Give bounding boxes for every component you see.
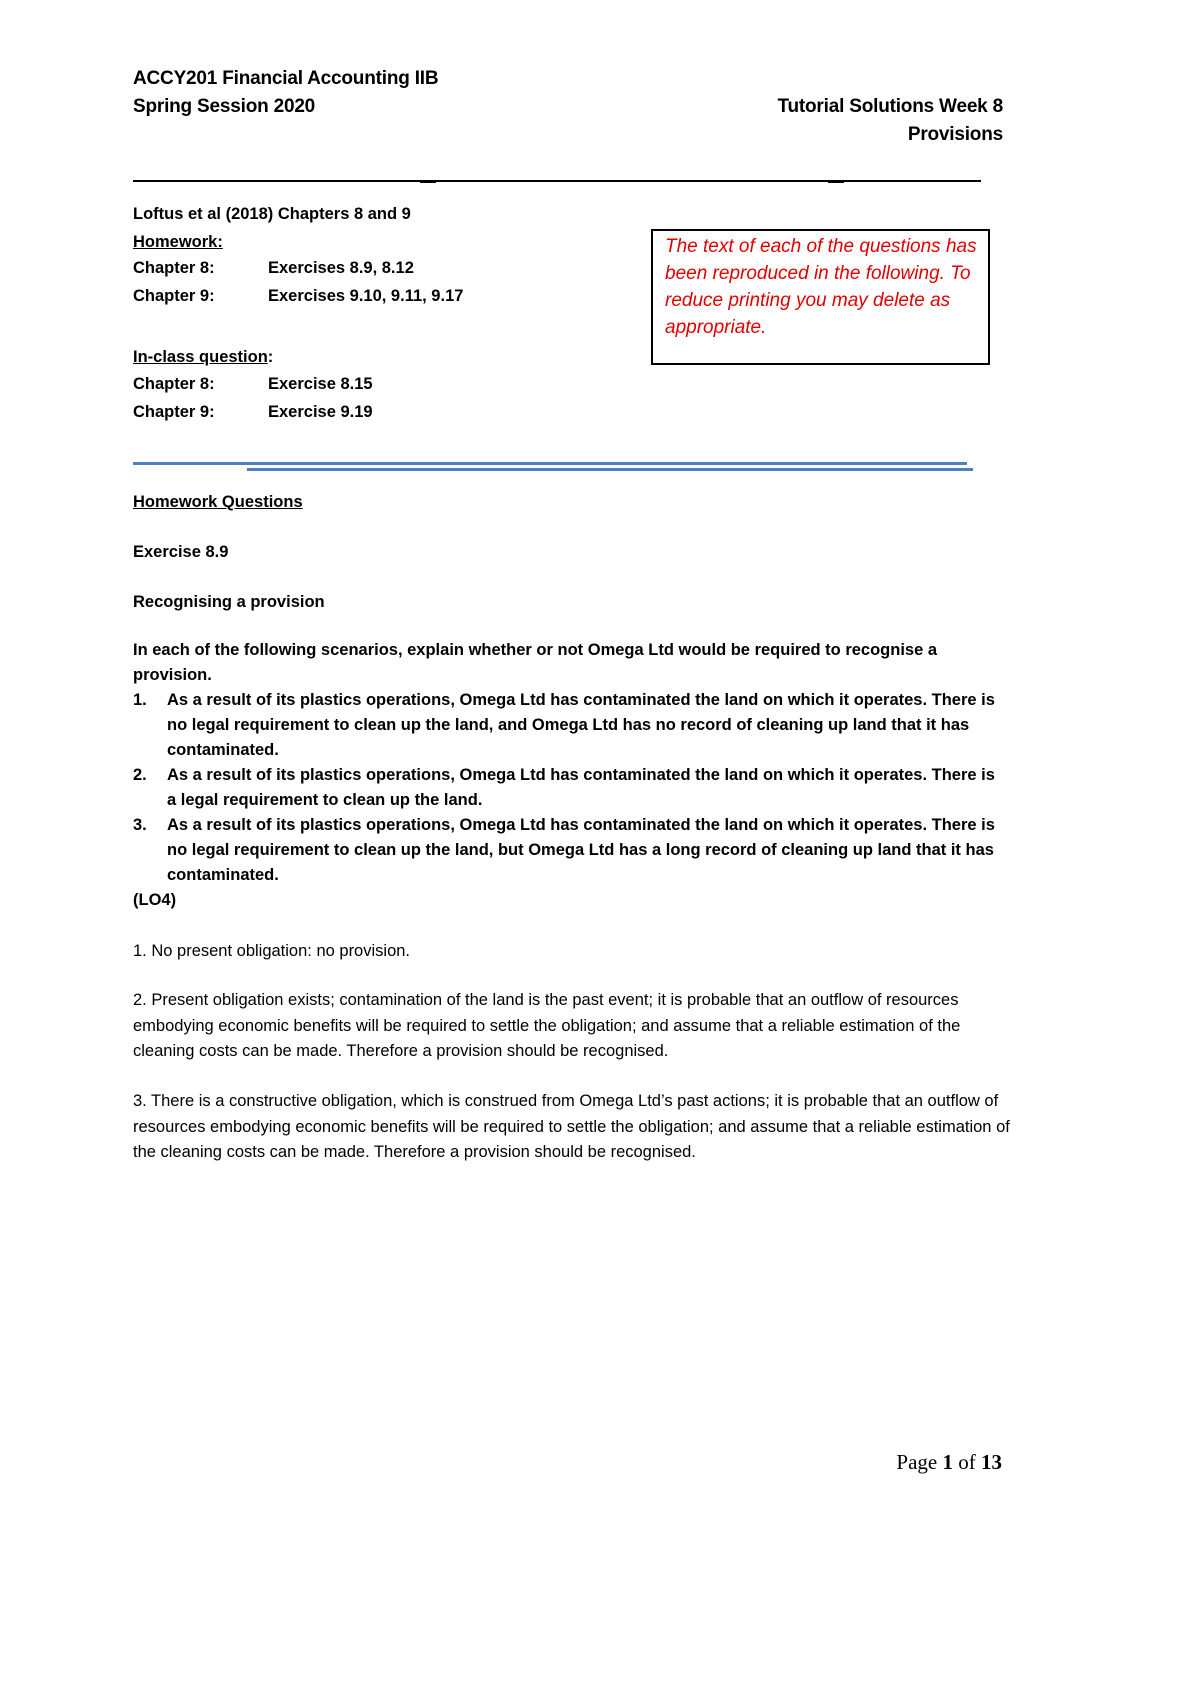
- chapter-label: Chapter 8:: [133, 259, 215, 277]
- exercise-subtitle: Recognising a provision: [133, 593, 325, 611]
- inclass-row: [133, 403, 373, 422]
- list-number: 2.: [133, 766, 147, 784]
- inclass-label: [133, 345, 273, 370]
- answer-paragraph: 2. Present obligation exists; contamination of the land is the past event; it is probable that an outflow of resources embodying economic benefits will be required to settle the obligation; and assume that a reliable estimation of the cleaning costs can be made. Therefore a provision should be recognised.: [133, 991, 961, 1060]
- answer-paragraph: 1. No present obligation: no provision.: [133, 942, 411, 960]
- exercise-list: Exercise 8.15: [268, 375, 373, 393]
- list-item: [133, 688, 1003, 763]
- list-item: [133, 813, 1003, 888]
- scenario-text: As a result of its plastics operations, Omega Ltd has contaminated the land on which it operates. There is a legal requirement to clean up the land.: [167, 766, 995, 809]
- textbook-reference: Loftus et al (2018) Chapters 8 and 9: [133, 205, 411, 223]
- header-divider-accent: [420, 181, 436, 183]
- exercise-list: Exercise 9.19: [268, 403, 373, 421]
- inclass-label-colon: :: [267, 348, 274, 366]
- session-label: Spring Session 2020: [133, 96, 316, 117]
- chapter-label: Chapter 9:: [133, 403, 215, 421]
- scenario-list: [133, 688, 1003, 888]
- chapter-label: Chapter 8:: [133, 375, 215, 393]
- homework-row: [133, 287, 464, 306]
- inclass-row: [133, 375, 373, 394]
- list-number: 3.: [133, 816, 147, 834]
- of-word: of: [958, 1450, 976, 1474]
- inclass-label-text: In-class question: [133, 348, 268, 366]
- section-divider-lower: [247, 468, 973, 471]
- course-title: ACCY201 Financial Accounting IIB: [133, 68, 439, 89]
- question-intro: In each of the following scenarios, explain whether or not Omega Ltd would be required to recognise a provision.: [133, 641, 938, 684]
- chapter-label: Chapter 9:: [133, 287, 215, 305]
- answer-paragraph: 3. There is a constructive obligation, which is construed from Omega Ltd’s past actions; it is probable that an outflow of resources embodying economic benefits will be required to settle the obligation; and assume that a reliable estimation of the cleaning costs can be made. Therefore a provision should be recognised.: [133, 1092, 1010, 1161]
- header-divider-accent: [828, 181, 844, 183]
- homework-row: [133, 259, 414, 278]
- section-heading: Homework Questions: [133, 493, 303, 511]
- scenario-text: As a result of its plastics operations, Omega Ltd has contaminated the land on which it operates. There is no legal requirement to clean up the land, but Omega Ltd has a long record of cleaning up land that it has contaminated.: [167, 816, 995, 884]
- section-divider: [133, 462, 967, 465]
- note-box: [651, 229, 990, 365]
- page-number: 1: [942, 1450, 953, 1474]
- page-total: 13: [981, 1450, 1002, 1474]
- list-item: [133, 763, 1003, 813]
- page-word: Page: [896, 1450, 938, 1474]
- document-title: Tutorial Solutions Week 8: [777, 96, 1003, 117]
- list-number: 1.: [133, 691, 147, 709]
- note-text: The text of each of the questions has been reproduced in the following. To reduce printing you may delete as appropriate.: [665, 236, 977, 338]
- scenario-text: As a result of its plastics operations, Omega Ltd has contaminated the land on which it operates. There is no legal requirement to clean up the land, and Omega Ltd has no record of cleaning up land that it has contaminated.: [167, 691, 995, 759]
- exercise-title: Exercise 8.9: [133, 543, 229, 561]
- exercise-list: Exercises 8.9, 8.12: [268, 259, 414, 277]
- page-footer: [896, 1450, 1002, 1475]
- exercise-list: Exercises 9.10, 9.11, 9.17: [268, 287, 464, 305]
- learning-outcome: (LO4): [133, 891, 177, 909]
- header-divider: [133, 180, 981, 182]
- homework-label: Homework:: [133, 233, 223, 251]
- topic-title: Provisions: [907, 124, 1003, 145]
